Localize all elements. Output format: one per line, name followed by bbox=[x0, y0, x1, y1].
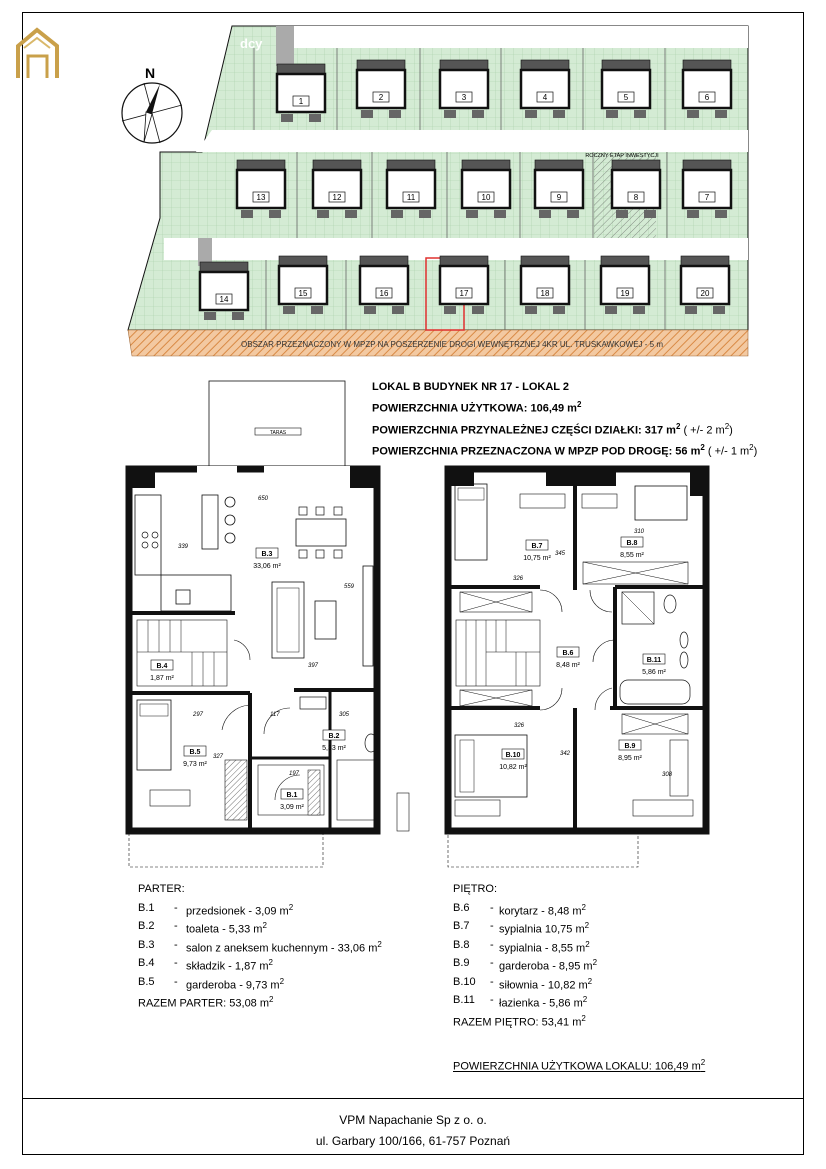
info-line-3-text: POWIERZCHNIA PRZYNALEŻNEJ CZĘŚCI DZIAŁKI: 317 m bbox=[372, 424, 676, 437]
parter-total bbox=[138, 991, 273, 1010]
room-area-label: 10,82 m² bbox=[499, 764, 527, 771]
room-code: B.1 bbox=[138, 901, 155, 914]
pietro-total bbox=[453, 1010, 586, 1029]
dimension-label: 650 bbox=[258, 496, 269, 502]
pietro-legend bbox=[453, 880, 598, 1029]
company-logo bbox=[18, 30, 57, 78]
room-name-sup: 2 bbox=[582, 995, 588, 1004]
room-code: B.10 bbox=[453, 975, 476, 988]
room-name-sup: 2 bbox=[581, 902, 586, 912]
plot-number: 7 bbox=[704, 193, 710, 202]
plot8-note-text: ROCZNY ETAP INWESTYCJI bbox=[585, 153, 659, 159]
room-name-sup: 2 bbox=[584, 921, 590, 930]
room-code-label: B.2 bbox=[328, 733, 340, 740]
north-arrow bbox=[122, 83, 182, 143]
ground-floor-plan bbox=[129, 381, 409, 867]
dimension-label: 305 bbox=[339, 712, 350, 718]
pietro-room-row bbox=[453, 899, 586, 918]
room-code-label: B.10 bbox=[505, 752, 521, 759]
parter-rooms bbox=[138, 899, 382, 992]
room-code: B.5 bbox=[138, 975, 155, 988]
room-code: B.7 bbox=[453, 920, 470, 932]
pietro-title: PIĘTRO: bbox=[453, 883, 498, 895]
plot-number: 4 bbox=[542, 93, 548, 102]
room-name-text: siłownia - 10,82 m bbox=[499, 979, 588, 992]
plot-number: 20 bbox=[700, 289, 710, 298]
dimension-label: 326 bbox=[513, 576, 524, 582]
room-name-text: składzik - 1,87 m bbox=[186, 960, 269, 973]
room-dash: - bbox=[490, 994, 494, 1006]
room-code-label: B.9 bbox=[624, 743, 636, 750]
total-area bbox=[453, 1058, 705, 1073]
room-code: B.11 bbox=[453, 994, 475, 1006]
plan-dimension-labels bbox=[178, 496, 673, 778]
company-address: ul. Garbary 100/166, 61-757 Poznań bbox=[315, 1134, 511, 1148]
pietro-rooms bbox=[453, 899, 598, 1010]
info-line-1: LOKAL B BUDYNEK NR 17 - LOKAL 2 bbox=[372, 381, 570, 393]
strip-text: OBSZAR PRZEZNACZONY W MPZP NA POSZERZENIE DROGI WEWNĘTRZNEJ 4KR UL. TRUSKAWKOWEJ - 5 m bbox=[241, 340, 663, 349]
room-area-label: 8,55 m² bbox=[620, 552, 644, 559]
room-name-text: garderoba - 8,95 m bbox=[499, 960, 593, 973]
room-dash: - bbox=[490, 901, 494, 914]
parter-room-row bbox=[138, 936, 382, 955]
room-name-sup: 2 bbox=[377, 939, 382, 949]
info-line-4-tol: ( +/- 1 m bbox=[704, 445, 750, 458]
room-code-label: B.3 bbox=[261, 551, 273, 558]
room-dash: - bbox=[174, 938, 178, 951]
parter-room-row bbox=[138, 899, 294, 918]
north-label: N bbox=[144, 65, 156, 81]
room-name-text: sypialnia 10,75 m bbox=[499, 923, 585, 936]
room-name-sup: 2 bbox=[268, 958, 273, 967]
dimension-label: 342 bbox=[560, 751, 571, 757]
plot-number: 9 bbox=[556, 193, 562, 202]
room-name-sup: 2 bbox=[262, 921, 267, 930]
room-area-label: 33,06 m² bbox=[253, 563, 281, 570]
room-name-sup: 2 bbox=[592, 958, 598, 967]
company-name: VPM Napachanie Sp z o. o. bbox=[339, 1113, 487, 1127]
pietro-room-row bbox=[453, 991, 586, 1010]
room-code-label: B.5 bbox=[189, 749, 201, 756]
info-line-4-sup: 2 bbox=[700, 443, 705, 453]
dimension-label: 197 bbox=[289, 771, 300, 777]
plot-number: 18 bbox=[540, 289, 550, 298]
plot-number: 15 bbox=[298, 289, 308, 298]
room-dash: - bbox=[490, 920, 494, 932]
parter-total-text: RAZEM PARTER: 53,08 m bbox=[138, 997, 270, 1010]
room-area-label: 5,33 m² bbox=[322, 745, 346, 752]
plot-number: 1 bbox=[298, 97, 304, 106]
plot-number: 3 bbox=[461, 93, 467, 102]
room-name-text: sypialnia - 8,55 m bbox=[499, 942, 586, 955]
room-code: B.8 bbox=[453, 938, 470, 951]
room-code: B.6 bbox=[453, 901, 470, 914]
plot-number: 5 bbox=[623, 93, 629, 102]
plot-number: 14 bbox=[219, 295, 229, 304]
room-area-label: 10,75 m² bbox=[523, 555, 551, 562]
info-line-4-text: POWIERZCHNIA PRZEZNACZONA W MPZP POD DROGĘ: 56 m bbox=[372, 445, 701, 458]
room-name-text: salon z aneksem kuchennym - 33,06 m bbox=[186, 942, 378, 955]
dimension-label: 310 bbox=[634, 529, 645, 535]
room-dash: - bbox=[490, 957, 494, 969]
room-code-label: B.11 bbox=[646, 657, 662, 664]
room-dash: - bbox=[174, 975, 178, 988]
unit-info bbox=[372, 379, 757, 461]
plot-number: 11 bbox=[406, 193, 416, 202]
room-area-label: 8,95 m² bbox=[618, 755, 642, 762]
room-area-label: 9,73 m² bbox=[183, 761, 207, 768]
room-area-label: 3,09 m² bbox=[280, 804, 304, 811]
room-code: B.9 bbox=[453, 957, 470, 969]
room-name-text: toaleta - 5,33 m bbox=[186, 923, 263, 936]
room-name-text: przedsionek - 3,09 m bbox=[186, 905, 289, 918]
room-name-text: łazienka - 5,86 m bbox=[499, 997, 583, 1010]
info-line-2-text: POWIERZCHNIA UŻYTKOWA: 106,49 m bbox=[372, 402, 577, 415]
pietro-room-row bbox=[453, 917, 590, 936]
room-dash: - bbox=[490, 938, 494, 951]
info-line-3-tol: ( +/- 2 m bbox=[680, 424, 725, 437]
dimension-label: 308 bbox=[662, 772, 673, 778]
room-name-text: korytarz - 8,48 m bbox=[499, 905, 582, 918]
room-dash: - bbox=[174, 920, 178, 932]
plot-number: 13 bbox=[256, 193, 266, 202]
plot-number: 10 bbox=[481, 193, 491, 202]
watermark-text: dcy bbox=[240, 36, 263, 51]
pietro-total-text: RAZEM PIĘTRO: 53,41 m bbox=[453, 1016, 582, 1029]
room-area-label: 1,87 m² bbox=[150, 675, 174, 682]
pietro-room-row bbox=[453, 973, 593, 992]
info-line-2 bbox=[372, 396, 757, 418]
room-name-sup: 2 bbox=[585, 939, 590, 949]
info-line-4-tol-sup: 2 bbox=[749, 443, 754, 453]
info-line-3-sup: 2 bbox=[675, 421, 681, 431]
dimension-label: 326 bbox=[514, 723, 525, 729]
room-code-label: B.8 bbox=[626, 540, 638, 547]
parter-room-row bbox=[138, 973, 285, 992]
info-line-3-tol-sup: 2 bbox=[724, 421, 730, 431]
plot-number: 8 bbox=[633, 193, 639, 202]
room-area-label: 8,48 m² bbox=[556, 662, 580, 669]
parter-title: PARTER: bbox=[138, 883, 185, 895]
dimension-label: 345 bbox=[555, 551, 566, 557]
room-area-label: 5,86 m² bbox=[642, 669, 666, 676]
plot-number: 19 bbox=[620, 289, 630, 298]
room-dash: - bbox=[174, 901, 178, 914]
room-name-text: garderoba - 9,73 m bbox=[186, 979, 280, 992]
dimension-label: 297 bbox=[193, 712, 204, 718]
room-code-label: B.1 bbox=[286, 792, 298, 799]
parter-room-row bbox=[138, 917, 273, 936]
room-name-sup: 2 bbox=[587, 976, 593, 986]
info-line-3 bbox=[372, 418, 757, 440]
pietro-room-row bbox=[453, 954, 598, 973]
room-code-label: B.4 bbox=[156, 663, 168, 670]
room-code-label: B.6 bbox=[562, 650, 574, 657]
room-dash: - bbox=[174, 957, 178, 969]
info-line-4 bbox=[372, 439, 757, 461]
room-dash: - bbox=[490, 975, 494, 988]
dimension-label: 327 bbox=[213, 754, 224, 760]
info-line-2-sup: 2 bbox=[576, 400, 582, 409]
plot-number: 6 bbox=[704, 93, 710, 102]
pietro-room-row bbox=[453, 936, 590, 955]
room-code: B.4 bbox=[138, 957, 155, 969]
parter-legend bbox=[138, 880, 382, 1010]
plot-number: 2 bbox=[378, 93, 384, 102]
plot-number: 16 bbox=[379, 289, 389, 298]
dimension-label: 397 bbox=[308, 663, 319, 669]
dimension-label: 117 bbox=[270, 712, 280, 718]
info-line-4-close: ) bbox=[753, 445, 758, 458]
room-code: B.2 bbox=[138, 920, 155, 932]
room-name-sup: 2 bbox=[279, 976, 285, 986]
info-line-3-close: ) bbox=[729, 424, 733, 437]
total-area-sup: 2 bbox=[700, 1058, 706, 1067]
taras-label: TARAS bbox=[269, 430, 287, 436]
room-code: B.3 bbox=[138, 938, 155, 951]
plot-number: 17 bbox=[459, 289, 469, 298]
total-area-text: POWIERZCHNIA UŻYTKOWA LOKALU: 106,49 m bbox=[453, 1060, 701, 1073]
parter-total-sup: 2 bbox=[269, 995, 274, 1004]
room-code-label: B.7 bbox=[531, 543, 543, 550]
pietro-total-sup: 2 bbox=[581, 1013, 586, 1023]
plot-number: 12 bbox=[332, 193, 342, 202]
parter-room-row bbox=[138, 954, 273, 973]
dimension-label: 339 bbox=[178, 544, 189, 550]
plot8-note bbox=[585, 153, 659, 159]
room-name-sup: 2 bbox=[288, 902, 294, 912]
dimension-label: 559 bbox=[344, 584, 355, 590]
